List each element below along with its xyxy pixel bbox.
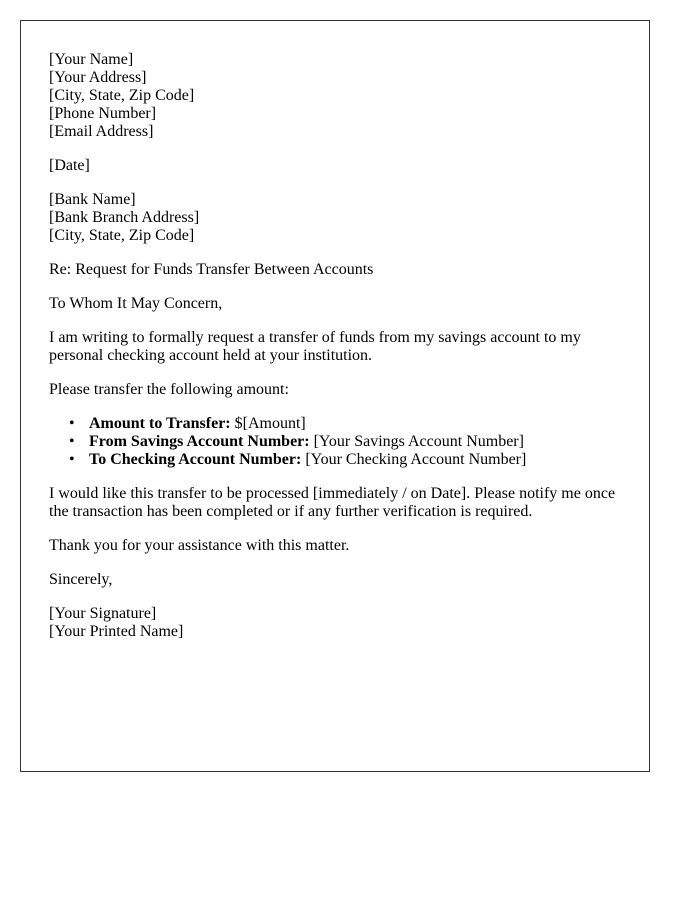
thanks-line: Thank you for your assistance with this matter. [49, 537, 350, 554]
subject-line: Re: Request for Funds Transfer Between Accounts [49, 261, 374, 278]
detail-value: [Your Checking Account Number] [301, 451, 527, 468]
list-item [69, 451, 649, 469]
processing-line: I would like this transfer to be processed [immediately / on Date]. Please notify me once [49, 485, 616, 502]
letter-date: [Date] [49, 157, 90, 174]
transfer-details-list [49, 415, 649, 469]
letter-page [20, 20, 650, 772]
closing-line: Sincerely, [49, 571, 113, 588]
recipient-block [49, 191, 649, 245]
detail-label: To Checking Account Number: [89, 451, 302, 468]
bullet-icon: • [69, 433, 75, 450]
list-item [69, 433, 649, 451]
sender-phone: [Phone Number] [49, 105, 157, 122]
processing-paragraph [49, 485, 629, 521]
bank-branch-address: [Bank Branch Address] [49, 209, 200, 226]
bank-city-state-zip: [City, State, Zip Code] [49, 227, 195, 244]
bank-name: [Bank Name] [49, 191, 136, 208]
sender-city-state-zip: [City, State, Zip Code] [49, 87, 195, 104]
sender-address: [Your Address] [49, 69, 147, 86]
signature-placeholder: [Your Signature] [49, 605, 157, 622]
list-item [69, 415, 649, 433]
detail-label: Amount to Transfer: [89, 415, 231, 432]
sender-name: [Your Name] [49, 51, 134, 68]
signature-block [49, 605, 649, 641]
date-block [49, 157, 649, 175]
intro-line: personal checking account held at your institution. [49, 347, 373, 364]
sender-block [49, 51, 649, 141]
printed-name: [Your Printed Name] [49, 623, 184, 640]
bullet-icon: • [69, 451, 75, 468]
transfer-prompt: Please transfer the following amount: [49, 381, 289, 398]
bullet-icon: • [69, 415, 75, 432]
intro-line: I am writing to formally request a transfer of funds from my savings account to my [49, 329, 581, 346]
detail-value: [Your Savings Account Number] [309, 433, 524, 450]
sender-email: [Email Address] [49, 123, 154, 140]
salutation: To Whom It May Concern, [49, 295, 223, 312]
processing-line: the transaction has been completed or if any further verification is required. [49, 503, 533, 520]
detail-value: $[Amount] [230, 415, 306, 432]
intro-paragraph [49, 329, 629, 365]
detail-label: From Savings Account Number: [89, 433, 310, 450]
